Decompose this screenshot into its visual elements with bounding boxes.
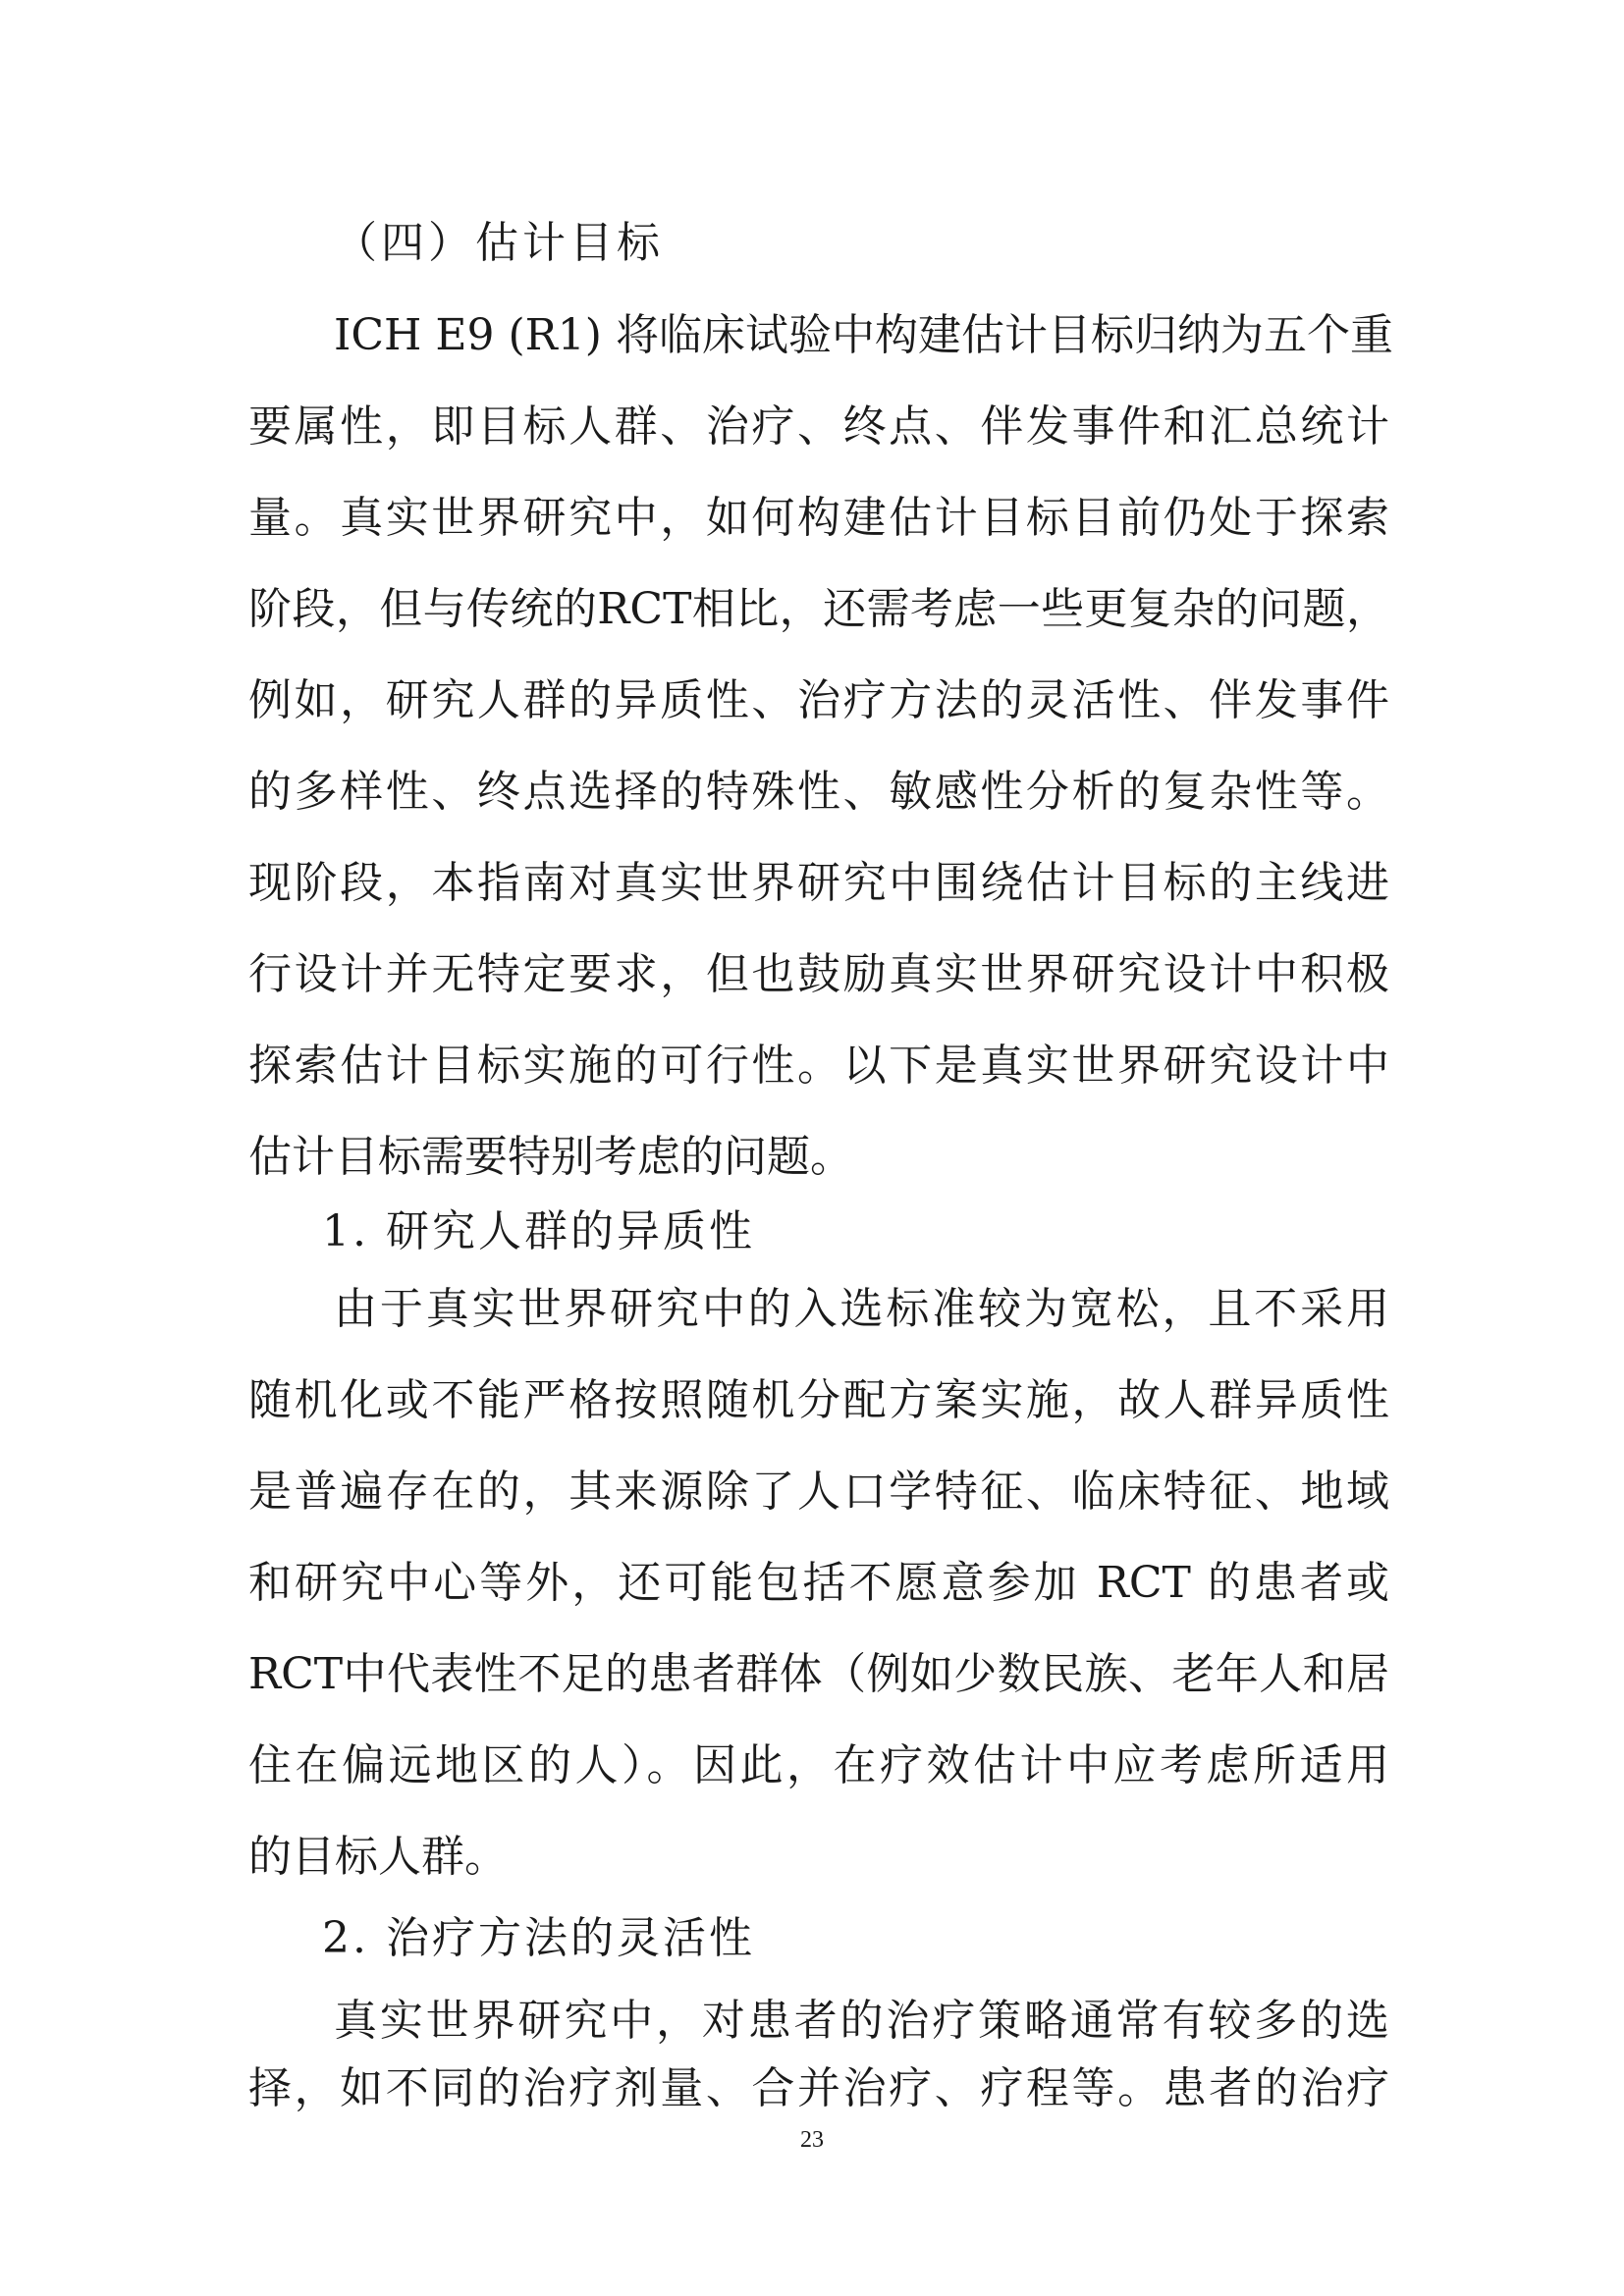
- paragraph-line: 阶段，但与传统的RCT相比，还需考虑一些更复杂的问题，: [248, 584, 1389, 634]
- paragraph-line: 真实世界研究中，对患者的治疗策略通常有较多的选: [334, 1996, 1389, 2046]
- paragraph-line: 估计目标需要特别考虑的问题。: [248, 1132, 853, 1182]
- paragraph-line: 的目标人群。: [248, 1832, 508, 1882]
- paragraph-line: 是普遍存在的，其来源除了人口学特征、临床特征、地域: [248, 1467, 1389, 1517]
- paragraph-line: RCT中代表性不足的患者群体（例如少数民族、老年人和居: [248, 1649, 1389, 1699]
- paragraph-line: 的多样性、终点选择的特殊性、敏感性分析的复杂性等。: [248, 767, 1389, 817]
- paragraph-line: 探索估计目标实施的可行性。以下是真实世界研究设计中: [248, 1041, 1389, 1091]
- paragraph-line: 住在偏远地区的人）。因此，在疗效估计中应考虑所适用: [248, 1740, 1389, 1790]
- paragraph-line: 现阶段，本指南对真实世界研究中围绕估计目标的主线进: [248, 858, 1389, 908]
- subsection-heading: 2. 治疗方法的灵活性: [322, 1913, 755, 1963]
- paragraph-line: 择，如不同的治疗剂量、合并治疗、疗程等。患者的治疗: [248, 2063, 1389, 2113]
- page-number: 23: [800, 2127, 824, 2153]
- subsection-heading: 1. 研究人群的异质性: [322, 1206, 755, 1256]
- paragraph-line: 行设计并无特定要求，但也鼓励真实世界研究设计中积极: [248, 949, 1389, 999]
- paragraph-line: 量。真实世界研究中，如何构建估计目标目前仍处于探索: [248, 493, 1389, 543]
- paragraph-line: 由于真实世界研究中的入选标准较为宽松，且不采用: [334, 1284, 1389, 1334]
- section-heading: （四）估计目标: [334, 218, 664, 268]
- paragraph-line: 例如，研究人群的异质性、治疗方法的灵活性、伴发事件: [248, 675, 1389, 725]
- paragraph-line: ICH E9 (R1) 将临床试验中构建估计目标归纳为五个重: [334, 310, 1393, 360]
- paragraph-line: 和研究中心等外，还可能包括不愿意参加 RCT 的患者或: [248, 1558, 1389, 1608]
- paragraph-line: 要属性，即目标人群、治疗、终点、伴发事件和汇总统计: [248, 401, 1389, 452]
- paragraph-line: 随机化或不能严格按照随机分配方案实施，故人群异质性: [248, 1375, 1389, 1425]
